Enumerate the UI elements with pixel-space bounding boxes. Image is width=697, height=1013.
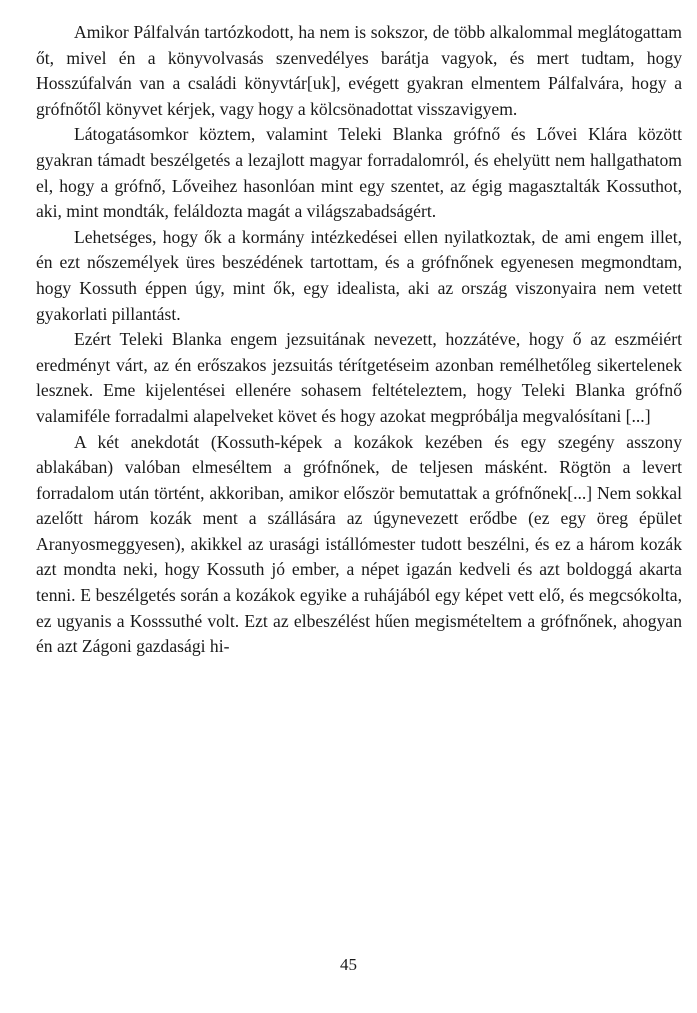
- paragraph-1: Amikor Pálfalván tartózkodott, ha nem is sokszor, de több alkalommal meglátogattam őt, mivel én a könyvolvasás szenvedélyes barátja vagyok, és mert tudtam, hogy Hosszúfalván van a családi könyvtár[uk], evégett gyakran elmentem Pálfalvára, hogy a grófnőtől könyvet kérjek, vagy hogy a kölcsönadottat visszavigyem.: [36, 22, 682, 119]
- page-number: 45: [340, 955, 357, 974]
- paragraph-4: Ezért Teleki Blanka engem jezsuitának nevezett, hozzátéve, hogy ő az eszméiért eredményt várt, az én erőszakos jezsuitás térítgetéseim azonban remélhetőleg sikertelenek lesznek. Eme kijelentései ellenére sohasem feltételeztem, hogy Teleki Blanka grófnő valamiféle forradalmi alapelveket követ és hogy azokat megpróbálja megvalósítani [...]: [36, 329, 682, 426]
- paragraph-3: Lehetséges, hogy ők a kormány intézkedései ellen nyilatkoztak, de ami engem illet, én ezt nőszemélyek üres beszédének tartottam, és a grófnőnek egyenesen megmondtam, hogy Kossuth éppen úgy, mint ők, egy idealista, aki az ország viszonyaira nem vetett gyakorlati pillantást.: [36, 226, 682, 324]
- paragraph-5: A két anekdotát (Kossuth-képek a kozákok kezében és egy szegény asszony ablakában) valóban elmeséltem a grófnőnek, de teljesen másként. Rögtön a levert forradalom után történt, akkoriban, amikor először bemutattak a grófnőnek[...] Nem sokkal azelőtt három kozák ment a szállására az úgynevezett erődbe (ez egy öreg épület Aranyosmeggyesen), akikkel az urasági istállómester tudott beszélni, és ez a három kozák azt mondta neki, hogy Kossuth jó ember, a népet igazán kedveli és azt boldoggá akarta tenni. E beszélgetés során a kozákok egyike a ruhájából egy képet vett elő, és megcsókolta, ez ugyanis a Kosssuthé volt. Ezt az elbeszélést hűen megismételtem a grófnőnek, ahogyan én azt Zágoni gazdasági hi-: [36, 431, 682, 657]
- paragraph-2: Látogatásomkor köztem, valamint Teleki Blanka grófnő és Lővei Klára között gyakran támadt beszélgetés a lezajlott magyar forradalomról, és ehelyütt nem hallgathatom el, hogy a grófnő, Lőveihez hasonlóan mint egy szentet, az égig magasztalták Kossuthot, aki, mint mondták, feláldozta magát a világszabadságért.: [36, 124, 682, 222]
- page-body: [36, 20, 682, 950]
